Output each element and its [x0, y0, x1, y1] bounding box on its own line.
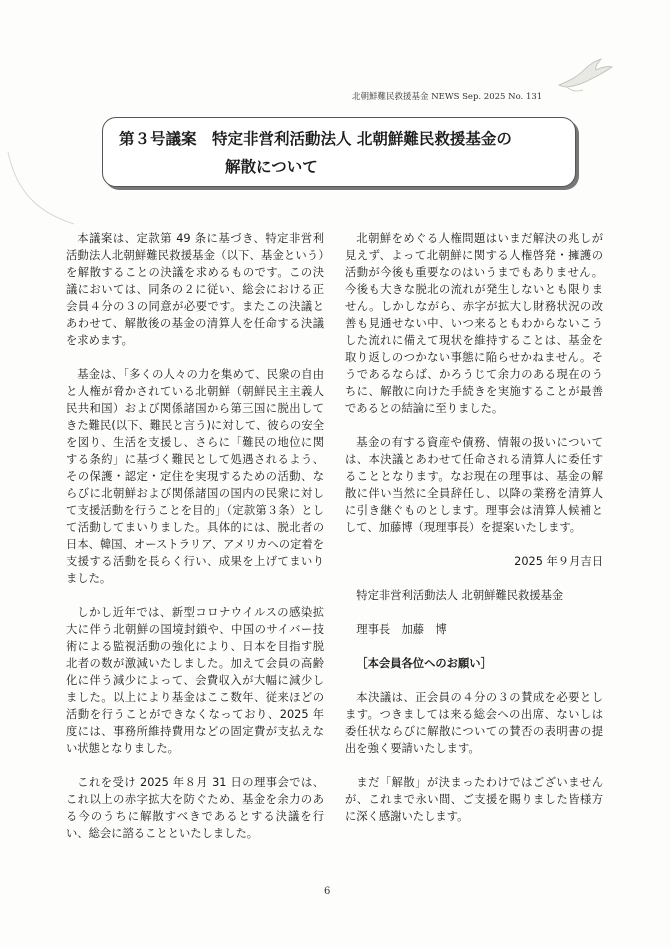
paragraph-decline: しかし近年では、新型コロナウイルスの感染拡大に伴う北朝鮮の国境封鎖や、中国のサイバー技術による監視活動の強化により、日本を目指す脱北者の数が激減いたしました。加えて会員の高齢化に伴う減少によって、会費収入が大幅に減少しました。以上により基金はここ数年、従来ほどの活動を行うことができなくなっており、2025 年度には、事務所維持費用などの固定費が支払えない状態となりました。 [66, 606, 324, 755]
agenda-title-box [102, 117, 576, 187]
left-column [66, 230, 324, 859]
signature-chairman: 理事長 加藤 博 [356, 623, 447, 636]
dove-logo [555, 55, 615, 97]
agenda-title-line1: 第３号議案 特定非営利活動法人 北朝鮮難民救援基金の [119, 130, 512, 148]
paragraph-purpose: 本議案は、定款第 49 条に基づき、特定非営利活動法人北朝鮮難民救援基金（以下、基金という）を解散することの決議を求めるものです。この決議においては、同条の２に従い、総会における正会員４分の３の同意が必要です。またこの決議とあわせて、解散後の基金の清算人を任命する決議を求めます。 [66, 232, 324, 347]
request-paragraph-1: 本決議は、正会員の４分の３の賛成を必要とします。つきましては来る総会への出席、ないしは委任状ならびに解散についての賛否の表明書の提出を強く要請いたします。 [345, 691, 603, 755]
paragraph-liquidator: 基金の有する資産や債務、情報の扱いについては、本決議とあわせて任命される清算人に委任することとなります。なお現在の理事は、基金の解散に伴い当然に全員辞任し、以降の業務を清算人に引き継ぐものとします。理事会は清算人候補として、加藤博（現理事長）を提案いたします。 [345, 436, 603, 534]
resolution-date: 2025 年９月吉日 [514, 555, 603, 568]
page-number: 6 [324, 886, 331, 897]
right-column [345, 230, 603, 842]
paragraph-board-decision: これを受け 2025 年８月 31 日の理事会では、これ以上の赤字拡大を防ぐため、基金を余力のある今のうちに解散すべきであるとする決議を行い、総会に諮ることといたしました。 [66, 776, 324, 840]
request-paragraph-2: まだ「解散」が決まったわけではございませんが、これまで永い間、ご支援を賜りました皆様方に深く感謝いたします。 [345, 776, 603, 823]
paragraph-background: 基金は、「多くの人々の力を集めて、民衆の自由と人権が脅かされている北朝鮮（朝鮮民主主義人民共和国）および関係諸国から第三国に脱出してきた難民(以下、難民と言う)に対して、彼らの安全を図り、生活を支援し、さらに「難民の地位に関する条約」に基づく難民として処遇されるよう、その保護・認定・定住を実現するための活動、ならびに北朝鮮および関係諸国の国内の民衆に対して支援活動を行うことを目的」（定款第３条）として活動してまいりました。具体的には、脱北者の日本、韓国、オーストラリア、アメリカへの定着を支援する活動を長らく行い、成果を上げてまいりました。 [66, 368, 324, 585]
page-curl-mark [6, 150, 76, 230]
signature-organization: 特定非営利活動法人 北朝鮮難民救援基金 [356, 589, 564, 602]
request-heading: ［本会員各位へのお願い］ [356, 657, 492, 670]
newsletter-header: 北朝鮮難民救援基金 NEWS Sep. 2025 No. 131 [352, 92, 543, 102]
paragraph-human-rights: 北朝鮮をめぐる人権問題はいまだ解決の兆しが見えず、よって北朝鮮に関する人権啓発・擁護の活動が今後も重要なのはいうまでもありません。今後も大きな脱北の流れが発生しないとも限りません。しかしながら、赤字が拡大し財務状況の改善も見通せない中、いつ来るともわからないこうした流れに備えて現状を維持することは、基金を取り返しのつかない事態に陥らせかねません。そうであるならば、かろうじて余力のある現在のうちに、解散に向けた手続きを実施することが最善であるとの結論に至りました。 [345, 232, 603, 415]
agenda-title-line2: 解散について [225, 158, 318, 176]
